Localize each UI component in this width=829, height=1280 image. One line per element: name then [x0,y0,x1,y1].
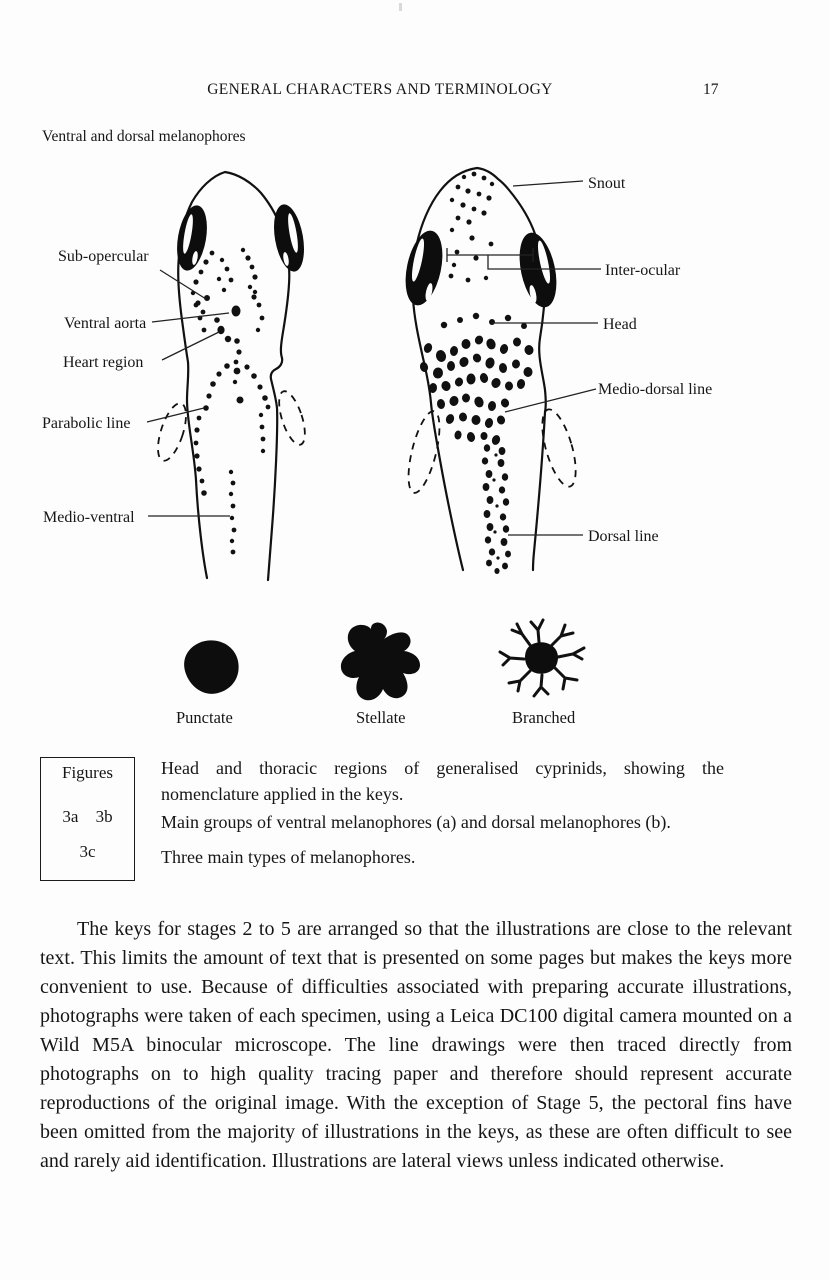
stellate-glyph [341,622,420,700]
ventral-melanophore-dots [191,248,271,555]
body-paragraph: The keys for stages 2 to 5 are arranged so that the illustrations are close to the relevant text. This limits the amount of text that is presented on some pages but makes the keys more convenient to use. Because of difficulties associated with preparing accurate illustrations, photographs were taken of each specimen, using a Leica DC100 digital camera mounted on a Wild M5A binocular microscope. The line drawings were then traced directly from photographs on to high quality tracing paper and therefore should represent accurate reproductions of the original image. With the exception of Stage 5, the pectoral fins have been omitted from the majority of illustrations in the keys, as these are often difficult to see and rarely aid identification. Illustrations are lateral views unless indicated otherwise. [40,918,792,1172]
label-parabolic-line: Parabolic line [42,415,131,432]
figure-id-3a: 3a [62,807,79,826]
figure-3-illustration [0,160,829,760]
ventral-fish-drawing [152,172,310,580]
figure-description-3: Three main types of melanophores. [161,847,416,867]
figure-id-3c: 3c [79,842,96,861]
dorsal-fish-drawing [399,168,601,574]
label-snout: Snout [588,175,626,192]
dorsal-eye-left [399,227,448,308]
figures-key-box [40,757,135,881]
label-inter-ocular: Inter-ocular [605,262,681,279]
label-branched: Branched [512,708,576,727]
page-number: 17 [703,81,719,98]
punctate-glyph [184,640,239,693]
label-dorsal-line: Dorsal line [588,528,659,545]
figure-description-1: Head and thoracic regions of generalised cyprinids, showing the nomenclature applied in the keys. [161,758,724,804]
dorsal-melanophore-dots [419,172,534,574]
figure-id-3b: 3b [95,807,113,826]
label-sub-opercular: Sub-opercular [58,248,149,265]
label-head: Head [603,316,637,333]
label-heart-region: Heart region [63,354,144,371]
running-title: GENERAL CHARACTERS AND TERMINOLOGY [207,81,553,98]
figure-description-2: Main groups of ventral melanophores (a) and dorsal melanophores (b). [161,812,671,832]
label-punctate: Punctate [176,708,233,727]
label-stellate: Stellate [356,708,406,727]
figures-box-row-3a-3b [41,807,134,827]
label-ventral-aorta: Ventral aorta [64,315,147,332]
label-medio-ventral: Medio-ventral [43,509,135,526]
figure-caption: Ventral and dorsal melanophores [42,128,246,145]
branched-glyph [500,620,584,696]
scan-artifact [399,3,402,11]
dorsal-eye-right [513,229,562,310]
label-medio-dorsal-line: Medio-dorsal line [598,381,713,398]
figures-box-title: Figures [62,763,113,782]
